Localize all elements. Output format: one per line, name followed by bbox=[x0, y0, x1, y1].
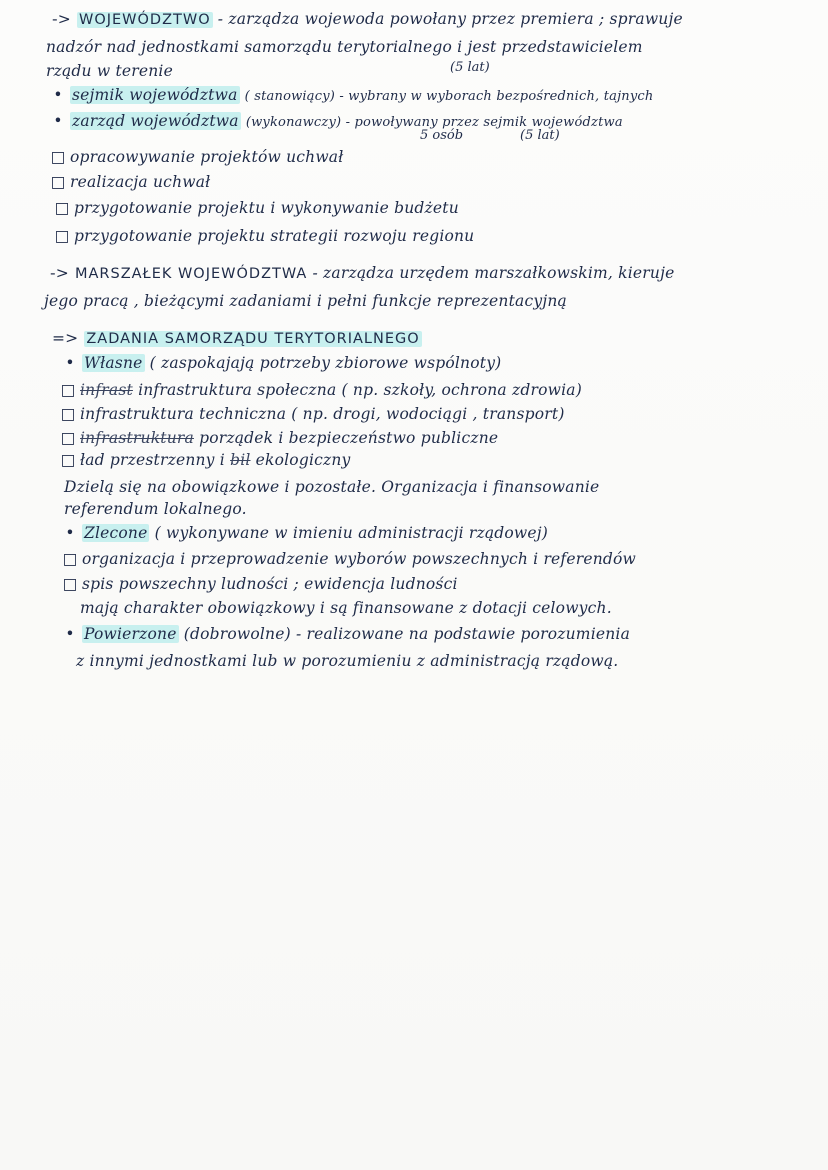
list-item bbox=[50, 171, 210, 193]
heading-wojewodztwo: WOJEWÓDZTWO bbox=[78, 12, 211, 28]
checkbox-icon: □ bbox=[50, 148, 66, 166]
note-text: realizacja uchwał bbox=[70, 173, 211, 191]
note-text: jego pracą , bieżącymi zadaniami i pełni funkcje reprezentacyjną bbox=[44, 292, 567, 310]
note-line bbox=[44, 290, 567, 312]
note-text: - zarządza wojewoda powołany przez premiera ; sprawuje bbox=[217, 10, 683, 28]
note-line bbox=[50, 262, 674, 285]
list-item bbox=[60, 379, 582, 401]
checkbox-icon: □ bbox=[54, 227, 70, 245]
note-text: mają charakter obowiązkowy i są finansowane z dotacji celowych. bbox=[80, 599, 612, 617]
note-line bbox=[80, 597, 612, 619]
note-line bbox=[64, 498, 247, 520]
note-text: spis powszechny ludności ; ewidencja ludności bbox=[82, 575, 458, 593]
bullet-icon: • bbox=[65, 354, 75, 372]
list-item bbox=[60, 449, 351, 471]
annotation: (5 lat) bbox=[520, 128, 560, 143]
list-item bbox=[62, 573, 458, 595]
note-text: przygotowanie projektu i wykonywanie budżetu bbox=[74, 199, 459, 217]
note-text: referendum lokalnego. bbox=[64, 500, 247, 518]
highlight-term: Powierzone bbox=[84, 625, 177, 643]
checkbox-icon: □ bbox=[60, 429, 76, 447]
note-text: z innymi jednostkami lub w porozumieniu z administracją rządową. bbox=[76, 652, 619, 670]
struck-text: infrastruktura bbox=[80, 429, 194, 447]
note-text: organizacja i przeprowadzenie wyborów powszechnych i referendów bbox=[82, 550, 637, 568]
bullet-icon: • bbox=[65, 524, 75, 542]
note-line bbox=[52, 327, 422, 350]
list-item bbox=[60, 427, 498, 449]
note-line bbox=[46, 36, 643, 58]
note-text: infrastruktura społeczna ( np. szkoły, ochrona zdrowia) bbox=[138, 381, 582, 399]
arrow-icon: => bbox=[52, 329, 79, 347]
heading-marszalek: MARSZAŁEK WOJEWÓDZTWA bbox=[74, 266, 308, 282]
highlight-term: zarząd województwa bbox=[72, 112, 239, 130]
bullet-icon: • bbox=[53, 86, 63, 104]
checkbox-icon: □ bbox=[60, 405, 76, 423]
checkbox-icon: □ bbox=[54, 199, 70, 217]
checkbox-icon: □ bbox=[62, 550, 78, 568]
note-line bbox=[62, 522, 548, 544]
highlight-term: Własne bbox=[84, 354, 143, 372]
note-text: przygotowanie projektu strategii rozwoju regionu bbox=[74, 227, 475, 245]
annotation: 5 osób bbox=[420, 128, 464, 143]
note-line bbox=[64, 476, 599, 498]
list-item bbox=[62, 548, 636, 570]
arrow-icon: -> bbox=[50, 264, 69, 282]
struck-text: bil bbox=[230, 451, 251, 469]
note-text: ( stanowiący) - wybrany w wyborach bezpośrednich, tajnych bbox=[244, 89, 654, 104]
note-text: (wykonawczy) - powoływany przez sejmik województwa bbox=[245, 115, 623, 130]
annotation: (5 lat) bbox=[450, 60, 490, 75]
note-line bbox=[62, 352, 501, 374]
note-text: (dobrowolne) - realizowane na podstawie porozumienia bbox=[183, 625, 631, 643]
bullet-icon: • bbox=[53, 112, 63, 130]
note-text: ( wykonywane w imieniu administracji rządowej) bbox=[154, 524, 549, 542]
note-text: ekologiczny bbox=[255, 451, 351, 469]
checkbox-icon: □ bbox=[50, 173, 66, 191]
list-item bbox=[60, 403, 565, 425]
checkbox-icon: □ bbox=[62, 575, 78, 593]
checkbox-icon: □ bbox=[60, 451, 76, 469]
list-item bbox=[54, 197, 459, 219]
list-item bbox=[54, 225, 474, 247]
checkbox-icon: □ bbox=[60, 381, 76, 399]
heading-zadania: ZADANIA SAMORZĄDU TERYTORIALNEGO bbox=[86, 331, 420, 347]
note-line bbox=[50, 84, 653, 108]
note-text: infrastruktura techniczna ( np. drogi, wodociągi , transport) bbox=[80, 405, 565, 423]
note-line bbox=[76, 650, 618, 672]
note-text: rządu w terenie bbox=[46, 62, 173, 80]
note-text: opracowywanie projektów uchwał bbox=[70, 148, 344, 166]
note-text: nadzór nad jednostkami samorządu terytorialnego i jest przedstawicielem bbox=[46, 38, 643, 56]
struck-text: infrast bbox=[80, 381, 133, 399]
note-line bbox=[62, 623, 630, 645]
bullet-icon: • bbox=[65, 625, 75, 643]
highlight-term: Zlecone bbox=[84, 524, 148, 542]
arrow-icon: -> bbox=[52, 10, 71, 28]
highlight-term: sejmik województwa bbox=[72, 86, 238, 104]
note-line bbox=[52, 8, 683, 31]
note-line bbox=[46, 60, 173, 82]
note-text: ład przestrzenny i bbox=[80, 451, 225, 469]
note-text: - zarządza urzędem marszałkowskim, kieruje bbox=[312, 264, 675, 282]
note-text: ( zaspokajają potrzeby zbiorowe wspólnoty) bbox=[149, 354, 502, 372]
list-item bbox=[50, 146, 343, 168]
note-text: Dzielą się na obowiązkowe i pozostałe. Organizacja i finansowanie bbox=[64, 478, 600, 496]
note-text: porządek i bezpieczeństwo publiczne bbox=[199, 429, 499, 447]
